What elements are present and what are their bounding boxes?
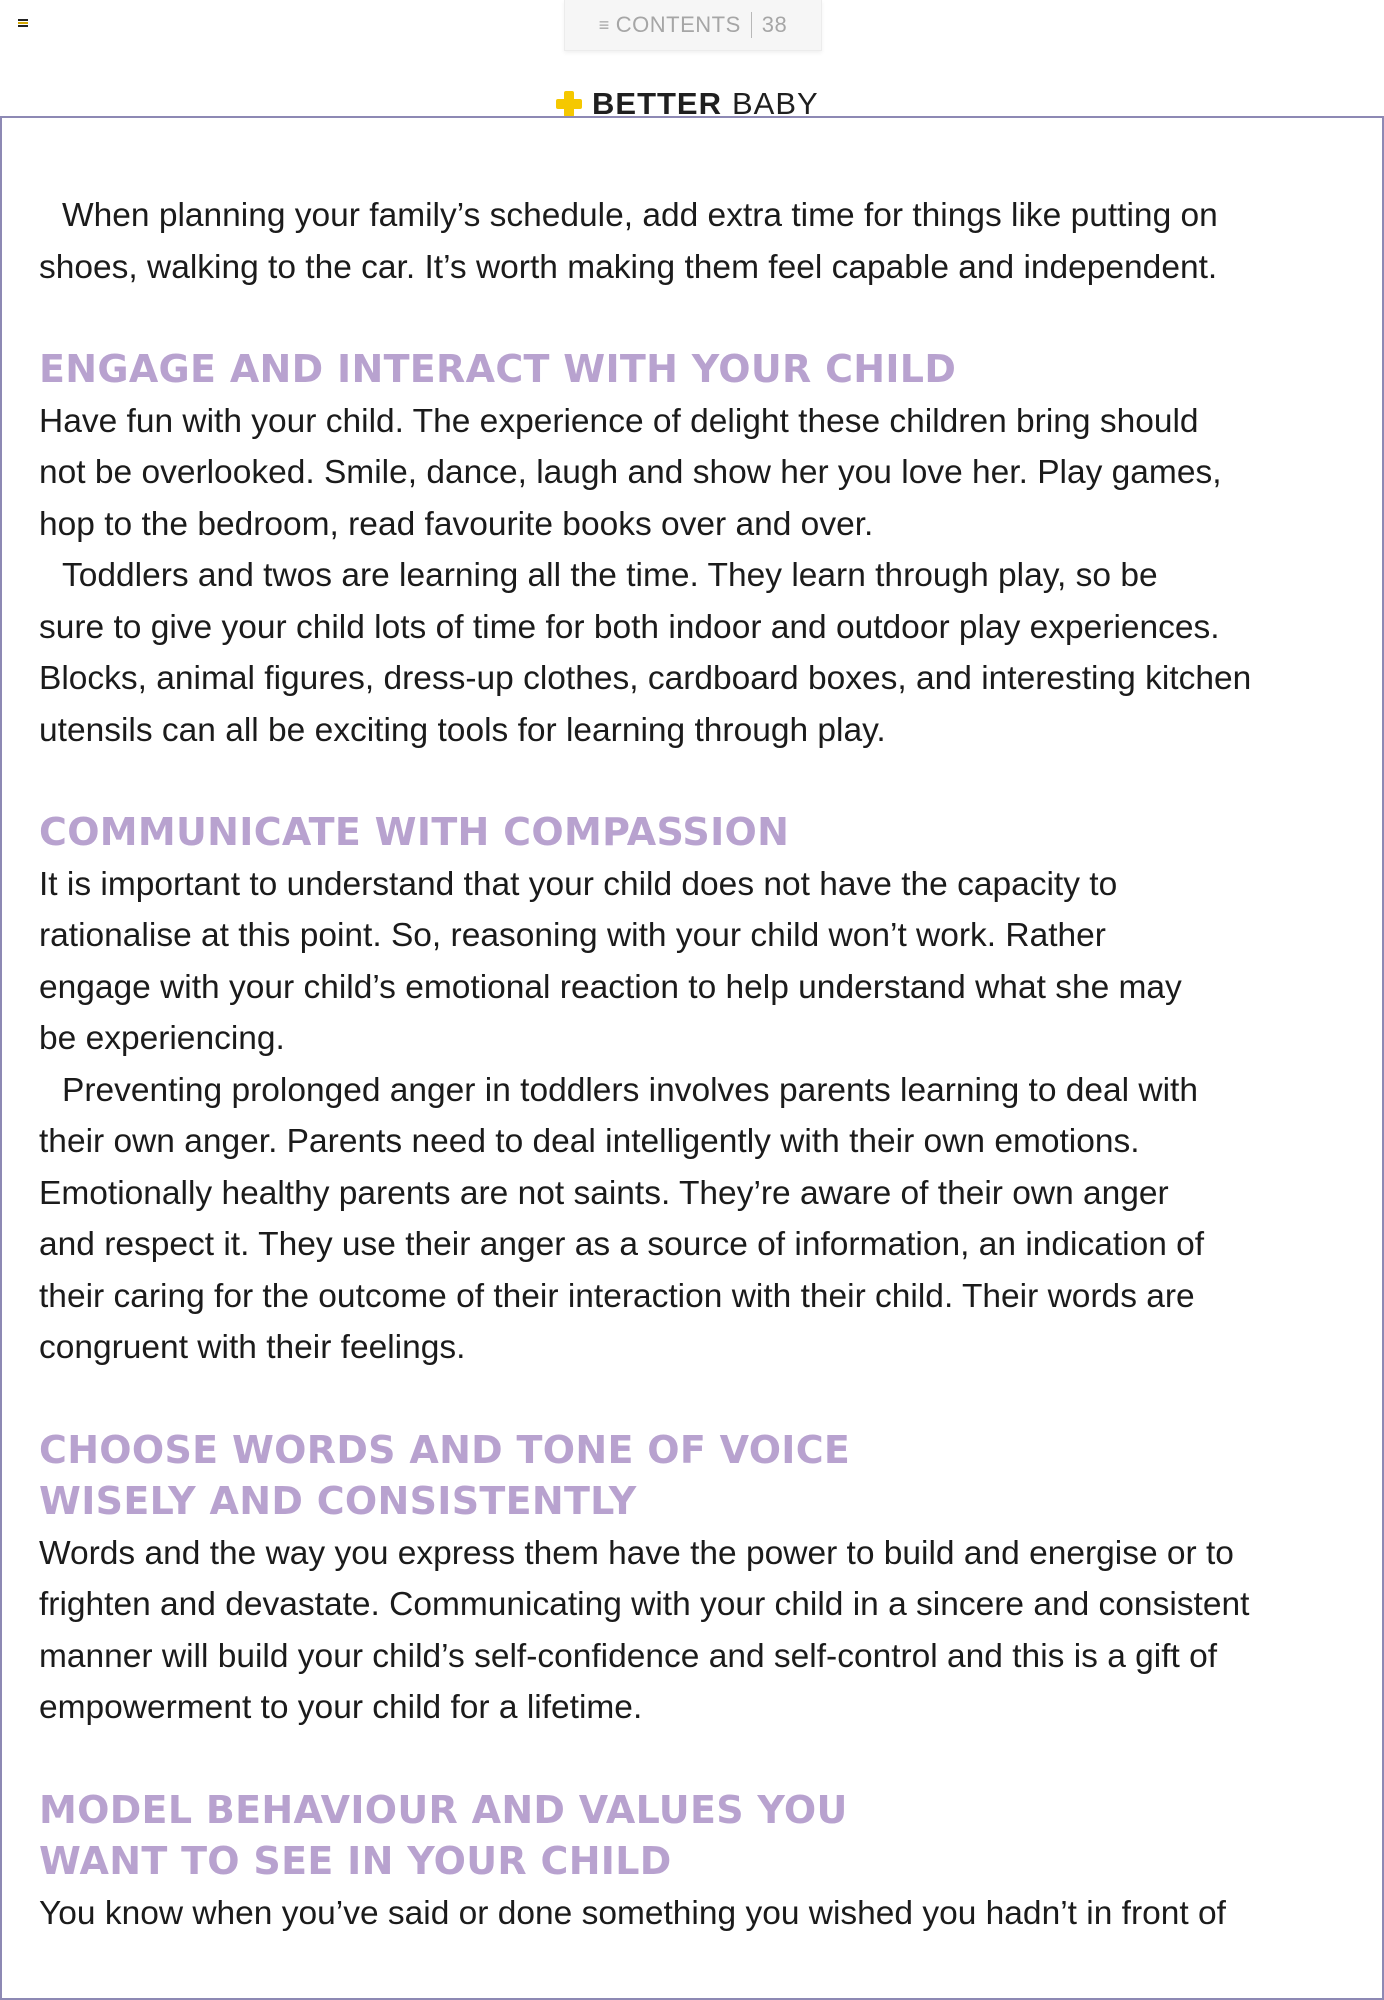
section-choose-words xyxy=(39,1425,1349,1734)
text-line: not be overlooked. Smile, dance, laugh and show her you love her. Play games, xyxy=(39,454,1222,491)
brand-word-bold: BETTER xyxy=(592,86,722,121)
text-line: and respect it. They use their anger as a source of information, an indication of xyxy=(39,1226,1205,1263)
text-line: congruent with their feelings. xyxy=(39,1329,466,1366)
text-line: Have fun with your child. The experience of delight these children bring should xyxy=(39,402,1199,440)
section-model-behaviour xyxy=(39,1785,1349,1940)
section-heading: WISELY AND CONSISTENTLY xyxy=(39,1479,637,1523)
paragraph xyxy=(39,859,1349,1065)
paragraph xyxy=(39,396,1349,551)
contents-label: CONTENTS xyxy=(615,12,741,37)
text-line: be experiencing. xyxy=(39,1020,285,1057)
section-heading: MODEL BEHAVIOUR AND VALUES YOU xyxy=(39,1787,848,1832)
text-line: You know when you’ve said or done something you wished you hadn’t in front of xyxy=(39,1894,1226,1932)
yellow-plus-icon xyxy=(556,91,582,117)
brand-word-light: BABY xyxy=(732,86,819,121)
text-line: It is important to understand that your child does not have the capacity to xyxy=(39,865,1118,903)
text-line: hop to the bedroom, read favourite books over and over. xyxy=(39,505,874,543)
list-lines-icon: ≡ xyxy=(598,14,610,35)
text-line: frighten and devastate. Communicating with your child in a sincere and consistent xyxy=(39,1586,1250,1623)
text-line: shoes, walking to the car. It’s worth making them feel capable and independent. xyxy=(39,248,1218,286)
contents-button[interactable] xyxy=(564,0,822,51)
text-line: empowerment to your child for a lifetime. xyxy=(39,1689,643,1726)
paragraph xyxy=(39,1888,1349,1940)
text-line: Words and the way you express them have the power to build and energise or to xyxy=(39,1534,1234,1572)
text-line: sure to give your child lots of time for both indoor and outdoor play experiences. xyxy=(39,608,1220,646)
section-engage xyxy=(39,344,1349,756)
paragraph xyxy=(39,1065,1349,1374)
section-heading: COMMUNICATE WITH COMPASSION xyxy=(39,810,790,854)
section-heading: ENGAGE AND INTERACT WITH YOUR CHILD xyxy=(39,347,957,391)
divider xyxy=(751,12,752,38)
text-line: Emotionally healthy parents are not saints. They’re aware of their own anger xyxy=(39,1174,1169,1212)
text-line: their caring for the outcome of their interaction with their child. Their words are xyxy=(39,1277,1195,1315)
article-body xyxy=(39,190,1349,1939)
section-heading: WANT TO SEE IN YOUR CHILD xyxy=(39,1839,672,1883)
text-line: their own anger. Parents need to deal intelligently with their own emotions. xyxy=(39,1123,1140,1160)
section-communicate xyxy=(39,807,1349,1374)
text-line: Preventing prolonged anger in toddlers involves parents learning to deal with xyxy=(62,1071,1198,1109)
text-line: engage with your child’s emotional reaction to help understand what she may xyxy=(39,968,1182,1006)
text-line: When planning your family’s schedule, add extra time for things like putting on xyxy=(62,197,1218,234)
text-line: Toddlers and twos are learning all the time. They learn through play, so be xyxy=(62,557,1158,594)
paragraph xyxy=(39,1528,1349,1734)
hamburger-menu-icon[interactable] xyxy=(18,19,28,27)
text-line: rationalise at this point. So, reasoning with your child won’t work. Rather xyxy=(39,917,1106,954)
section-heading: CHOOSE WORDS AND TONE OF VOICE xyxy=(39,1427,851,1472)
text-line: Blocks, animal figures, dress-up clothes, cardboard boxes, and interesting kitchen xyxy=(39,660,1252,697)
paragraph xyxy=(39,550,1349,756)
page-number: 38 xyxy=(761,12,788,37)
intro-paragraph xyxy=(39,190,1349,293)
text-line: manner will build your child’s self-confidence and self-control and this is a gift of xyxy=(39,1637,1218,1675)
text-line: utensils can all be exciting tools for learning through play. xyxy=(39,711,886,749)
